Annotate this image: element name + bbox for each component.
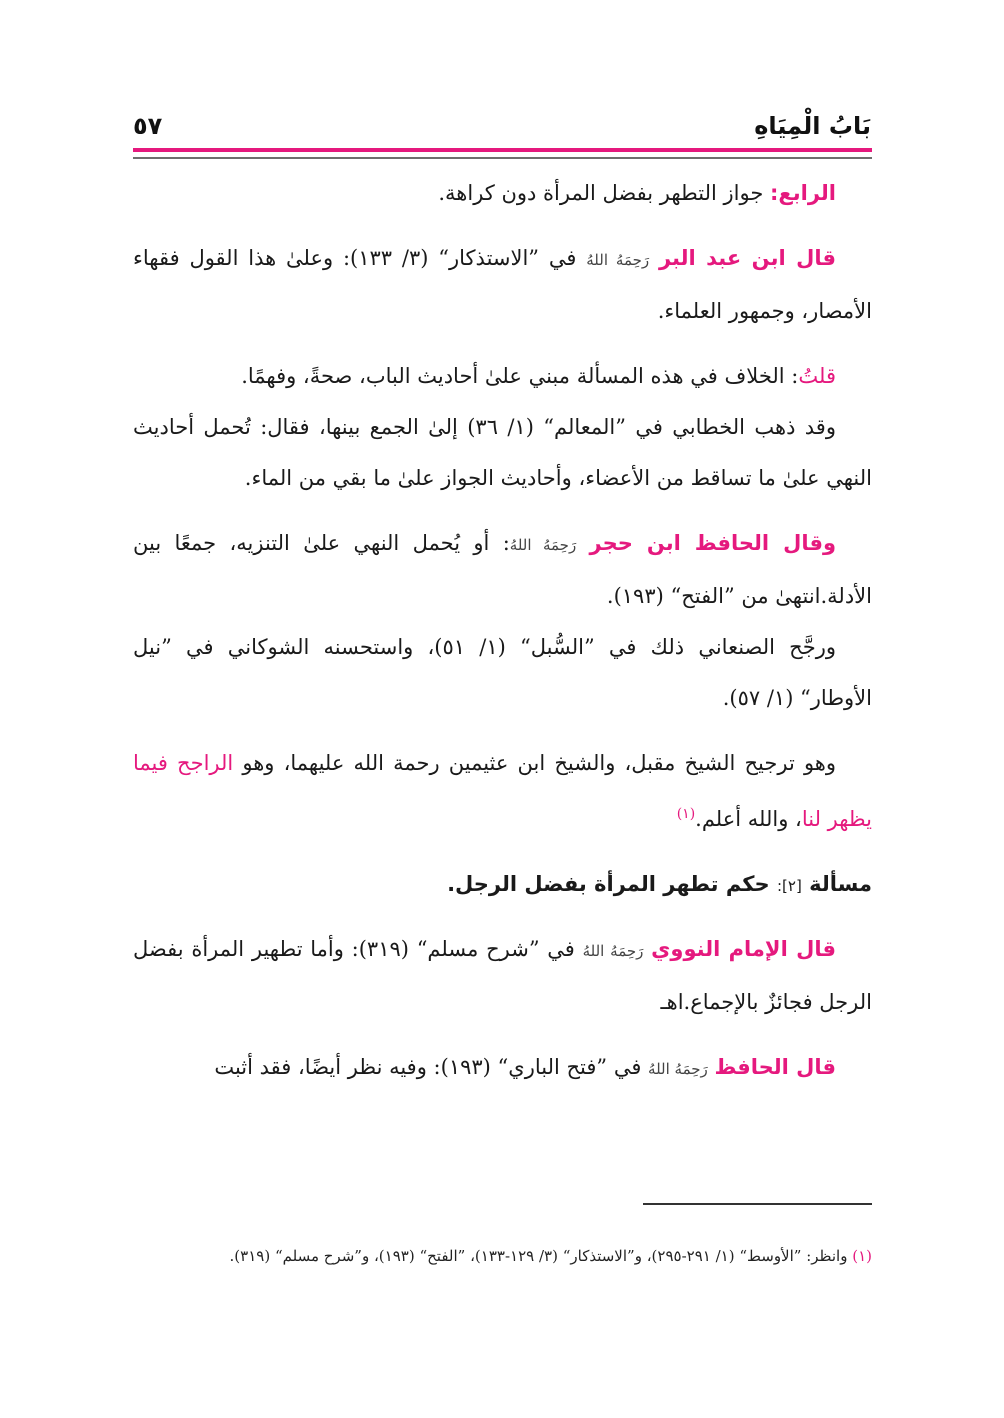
page-number: ٥٧ <box>133 112 163 140</box>
footnote <box>133 1238 872 1274</box>
paragraph-lead: وقال الحافظ ابن حجر <box>589 531 837 555</box>
paragraph-lead: قال الحافظ <box>714 1055 836 1079</box>
paragraph-text: في ”الاستذكار“ (٣/ ١٣٣): وعلىٰ هذا القول فقهاء الأمصار، وجمهور العلماء. <box>133 246 872 323</box>
paragraph-3 <box>133 351 872 402</box>
header-rule-accent <box>133 148 872 152</box>
paragraph-7 <box>133 738 872 845</box>
honorific: رَحِمَهُ اللهُ <box>509 536 577 554</box>
running-title: بَابُ الْمِيَاهِ <box>754 112 871 140</box>
main-text <box>133 168 872 1095</box>
paragraph-text: : الخلاف في هذه المسألة مبني علىٰ أحاديث الباب، صحةً، وفهمًا. <box>241 364 799 388</box>
paragraph-lead: قلتُ <box>798 364 836 388</box>
masala-number: [٢]: <box>776 877 802 895</box>
paragraph-text: وهو ترجيح الشيخ مقبل، والشيخ ابن عثيمين رحمة الله عليهما، وهو <box>233 751 837 775</box>
paragraph-8 <box>133 924 872 1028</box>
paragraph-lead: الرابع: <box>770 181 836 205</box>
honorific: رَحِمَهُ اللهُ <box>586 251 650 269</box>
masala-heading <box>133 859 872 912</box>
masala-label: مسألة <box>809 872 872 896</box>
honorific: رَحِمَهُ اللهُ <box>582 942 644 960</box>
footnote-separator <box>643 1203 872 1205</box>
paragraph-5 <box>133 518 872 622</box>
paragraph-1 <box>133 168 872 219</box>
paragraph-6 <box>133 622 872 724</box>
highlighted-phrase: الراجح فيما يظهر لنا <box>133 751 872 831</box>
paragraph-9 <box>133 1042 872 1095</box>
paragraph-text: في ”شرح مسلم“ (٣١٩): وأما تطهير المرأة بفضل الرجل فجائزٌ بالإجماع.اهـ <box>133 937 872 1014</box>
footnote-reference[interactable]: (١) <box>676 806 696 822</box>
paragraph-text: وقد ذهب الخطابي في ”المعالم“ (١/ ٣٦) إلىٰ الجمع بينها، فقال: تُحمل أحاديث النهي علىٰ ما تساقط من الأعضاء، وأحاديث الجواز علىٰ ما بقي من الماء. <box>133 415 872 490</box>
paragraph-text: جواز التطهر بفضل المرأة دون كراهة. <box>438 181 771 205</box>
footnote-text: وانظر: ”الأوسط“ (١/ ٢٩١-٢٩٥)، و”الاستذكار“ (٣/ ١٢٩-١٣٣)، ”الفتح“ (١٩٣)، و”شرح مسلم“ (٣١٩). <box>229 1247 853 1265</box>
paragraph-4 <box>133 402 872 504</box>
paragraph-lead: قال ابن عبد البر <box>658 246 836 270</box>
paragraph-lead: قال الإمام النووي <box>651 937 837 961</box>
paragraph-text: : أو يُحمل النهي علىٰ التنزيه، جمعًا بين الأدلة.انتهىٰ من ”الفتح“ (١٩٣). <box>133 531 872 608</box>
footnote-mark: (١) <box>852 1247 872 1265</box>
header-rule-gray <box>133 157 872 159</box>
paragraph-text: ورجَّح الصنعاني ذلك في ”السُّبل“ (١/ ٥١)، واستحسنه الشوكاني في ”نيل الأوطار“ (١/ ٥٧). <box>133 635 872 710</box>
paragraph-text: في ”فتح الباري“ (١٩٣): وفيه نظر أيضًا، فقد أثبت <box>214 1055 649 1079</box>
masala-title: حكم تطهر المرأة بفضل الرجل. <box>447 872 777 896</box>
paragraph-text-end: ، والله أعلم. <box>695 807 802 831</box>
paragraph-2 <box>133 233 872 337</box>
honorific: رَحِمَهُ اللهُ <box>648 1060 708 1078</box>
